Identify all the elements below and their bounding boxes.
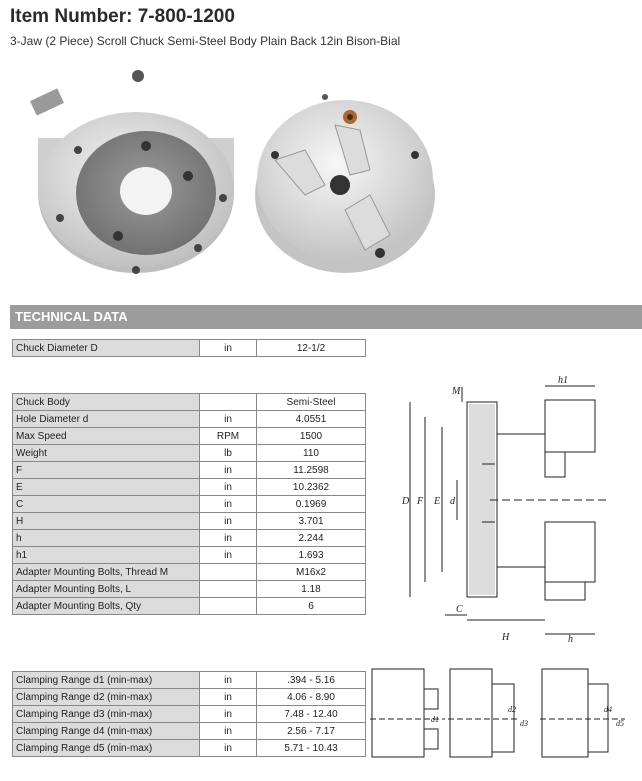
- spec-name: Hole Diameter d: [13, 411, 200, 428]
- spec-value: 12-1/2: [257, 340, 366, 357]
- spec-value: 2.244: [257, 530, 366, 547]
- spec-name: Adapter Mounting Bolts, Thread M: [13, 564, 200, 581]
- spec-row: [13, 547, 366, 564]
- spec-row: [13, 462, 366, 479]
- spec-unit: in: [200, 513, 257, 530]
- spec-name: F: [13, 462, 200, 479]
- spec-value: 0.1969: [257, 496, 366, 513]
- spec-unit: in: [200, 706, 257, 723]
- clamping-range-drawings: [370, 664, 642, 764]
- spec-value: 5.71 - 10.43: [257, 740, 366, 757]
- chuck-front-photo: [250, 75, 440, 275]
- label-d4: d4: [604, 705, 612, 714]
- technical-data-table: [12, 393, 366, 615]
- spec-row: [13, 598, 366, 615]
- spec-name: Chuck Diameter D: [13, 340, 200, 357]
- spec-unit: in: [200, 723, 257, 740]
- spec-name: H: [13, 513, 200, 530]
- spec-unit: in: [200, 496, 257, 513]
- spec-unit: in: [200, 740, 257, 757]
- item-title: Item Number: 7-800-1200: [10, 6, 235, 27]
- label-h1: h1: [558, 375, 568, 386]
- spec-name: C: [13, 496, 200, 513]
- spec-value: .394 - 5.16: [257, 672, 366, 689]
- spec-name: Clamping Range d4 (min-max): [13, 723, 200, 740]
- spec-row: [13, 564, 366, 581]
- spec-name: Max Speed: [13, 428, 200, 445]
- spec-unit: in: [200, 340, 257, 357]
- technical-data-header: TECHNICAL DATA: [10, 305, 642, 329]
- label-D: D: [402, 496, 410, 507]
- label-F: F: [417, 496, 424, 507]
- spec-value: 6: [257, 598, 366, 615]
- spec-name: h1: [13, 547, 200, 564]
- spec-name: E: [13, 479, 200, 496]
- spec-value: M16x2: [257, 564, 366, 581]
- spec-row: [13, 496, 366, 513]
- spec-row: [13, 723, 366, 740]
- spec-row: [13, 513, 366, 530]
- label-h: h: [568, 634, 573, 645]
- spec-row: [13, 706, 366, 723]
- chuck-back-photo: [18, 58, 238, 278]
- spec-row: [13, 340, 366, 357]
- label-E: E: [434, 496, 441, 507]
- spec-unit: [200, 394, 257, 411]
- spec-unit: in: [200, 411, 257, 428]
- chuck-section-drawing: [390, 372, 640, 647]
- spec-row: [13, 530, 366, 547]
- spec-value: 1500: [257, 428, 366, 445]
- spec-row: [13, 428, 366, 445]
- spec-value: 10.2362: [257, 479, 366, 496]
- spec-name: Clamping Range d2 (min-max): [13, 689, 200, 706]
- spec-name: Clamping Range d3 (min-max): [13, 706, 200, 723]
- label-d2: d2: [508, 705, 516, 714]
- spec-unit: lb: [200, 445, 257, 462]
- spec-value: 3.701: [257, 513, 366, 530]
- label-d1: d1: [431, 715, 439, 724]
- spec-value: 2.56 - 7.17: [257, 723, 366, 740]
- spec-unit: in: [200, 672, 257, 689]
- spec-name: Clamping Range d1 (min-max): [13, 672, 200, 689]
- spec-value: 7.48 - 12.40: [257, 706, 366, 723]
- spec-value: 110: [257, 445, 366, 462]
- spec-row: [13, 445, 366, 462]
- spec-value: 1.18: [257, 581, 366, 598]
- spec-value: 4.06 - 8.90: [257, 689, 366, 706]
- spec-unit: in: [200, 462, 257, 479]
- label-H: H: [502, 632, 510, 643]
- label-M: M: [452, 386, 461, 397]
- clamping-range-table: [12, 671, 366, 757]
- spec-unit: [200, 598, 257, 615]
- spec-value: Semi-Steel: [257, 394, 366, 411]
- spec-unit: [200, 564, 257, 581]
- spec-name: Clamping Range d5 (min-max): [13, 740, 200, 757]
- spec-row: [13, 740, 366, 757]
- label-C: C: [456, 604, 463, 615]
- spec-row: [13, 394, 366, 411]
- spec-row: [13, 689, 366, 706]
- spec-name: h: [13, 530, 200, 547]
- spec-name: Chuck Body: [13, 394, 200, 411]
- spec-unit: in: [200, 547, 257, 564]
- label-d: d: [450, 496, 455, 507]
- spec-value: 11.2598: [257, 462, 366, 479]
- label-d5: d5: [616, 719, 624, 728]
- spec-value: 1.693: [257, 547, 366, 564]
- item-subtitle: 3-Jaw (2 Piece) Scroll Chuck Semi-Steel Body Plain Back 12in Bison-Bial: [10, 34, 401, 48]
- spec-row: [13, 479, 366, 496]
- spec-unit: in: [200, 689, 257, 706]
- spec-unit: in: [200, 479, 257, 496]
- spec-value: 4.0551: [257, 411, 366, 428]
- spec-unit: [200, 581, 257, 598]
- spec-unit: RPM: [200, 428, 257, 445]
- spec-name: Adapter Mounting Bolts, Qty: [13, 598, 200, 615]
- spec-row: [13, 672, 366, 689]
- spec-row: [13, 411, 366, 428]
- spec-name: Adapter Mounting Bolts, L: [13, 581, 200, 598]
- label-d3: d3: [520, 719, 528, 728]
- spec-row: [13, 581, 366, 598]
- chuck-diameter-table: [12, 339, 366, 357]
- spec-name: Weight: [13, 445, 200, 462]
- spec-unit: in: [200, 530, 257, 547]
